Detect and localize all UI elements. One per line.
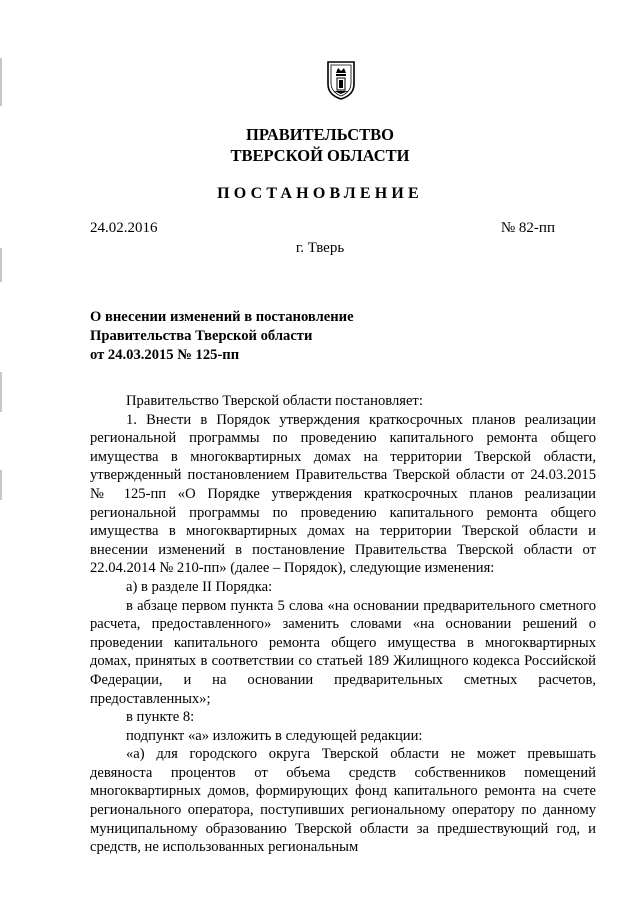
subject-line2: Правительства Тверской области (90, 328, 313, 344)
decree-body (90, 392, 596, 857)
coat-of-arms-emblem (327, 60, 355, 100)
government-title (0, 124, 640, 166)
body-paragraph: «а) для городского округа Тверской области не может превышать девяноста процентов от объема средств собственников помещений многоквартирных домов, формирующих фонд капитального ремонта на счете регионального оператора, поступивших региональному оператору по данному муниципальному образованию Тверской области за предшествующий год, и средств, не использованных региональным (90, 746, 596, 856)
scan-edge-mark (0, 470, 2, 500)
body-paragraph: в пункте 8: (126, 709, 195, 726)
scan-edge-mark (0, 58, 2, 106)
body-paragraph: в абзаце первом пункта 5 слова «на основании предварительного сметного расчета, предоставленного» заменить словами «на основании решений о проведении капитального ремонта общего имущества в многоквартирных домах, принятых в соответствии со статьей 189 Жилищного кодекса Российской Федерации, и на основании предварительных сметных расчетов, предоставленных»; (90, 597, 596, 707)
body-paragraph: подпункт «а» изложить в следующей редакции: (126, 727, 423, 744)
document-date: 24.02.2016 (90, 220, 158, 236)
subject-line3: от 24.03.2015 № 125-пп (90, 347, 240, 363)
subject-line1: О внесении изменений в постановление (90, 309, 354, 325)
document-number: № 82-пп (500, 220, 555, 236)
decree-type-heading: ПОСТАНОВЛЕНИЕ (217, 185, 423, 202)
body-paragraph: Правительство Тверской области постановляет: (126, 393, 423, 409)
government-title-line1: ПРАВИТЕЛЬСТВО (246, 125, 394, 144)
decree-subject (90, 308, 354, 365)
body-paragraph: а) в разделе II Порядка: (126, 578, 273, 595)
government-title-line2: ТВЕРСКОЙ ОБЛАСТИ (230, 146, 410, 165)
scan-edge-mark (0, 372, 2, 412)
document-city: г. Тверь (295, 240, 345, 256)
body-paragraph: 1. Внести в Порядок утверждения краткосрочных планов реализации региональной программы по проведению капитального ремонта общего имущества в многоквартирных домах на территории Тверской области, утвержденный постановлением Правительства Тверской области от 24.03.2015 № 125-пп «О Порядке утверждения краткосрочных планов реализации региональной программы по проведению капитального ремонта общего имущества в многоквартирных домах на территории Тверской области и внесении изменений в постановление Правительства Тверской области от 22.04.2014 № 210-пп» (далее – Порядок), следующие изменения: (90, 411, 596, 577)
